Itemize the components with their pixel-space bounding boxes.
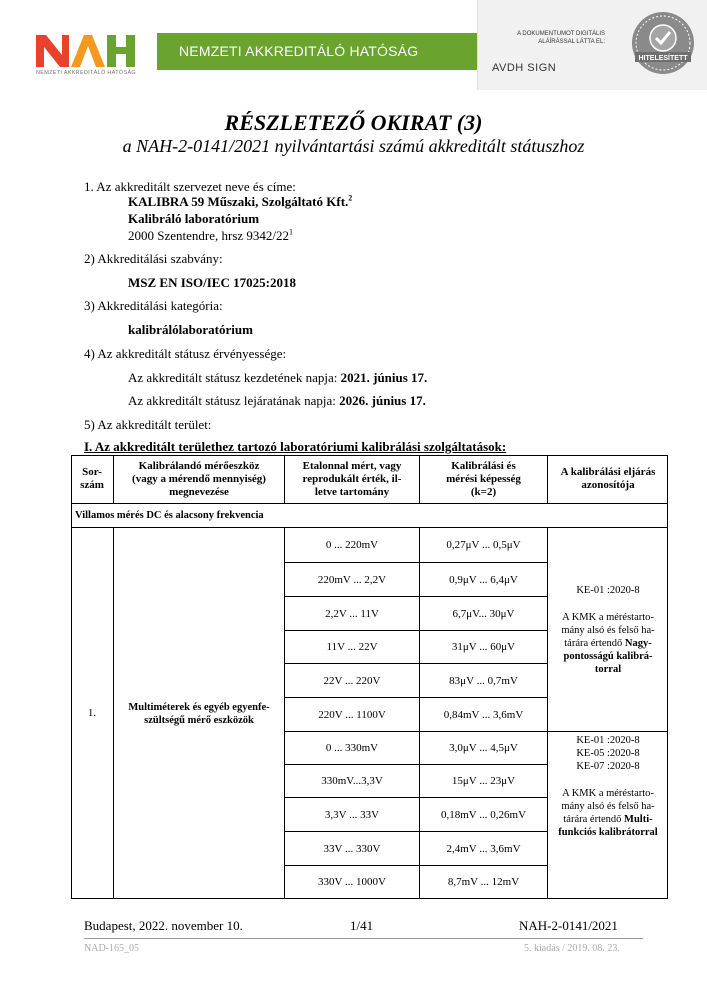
row-number: 1. <box>87 707 97 719</box>
lab-name: Kalibráló laboratórium <box>128 211 260 226</box>
cmc-cell: 3,0μV ... 4,5μV <box>449 742 518 754</box>
banner-title: NEMZETI AKKREDITÁLÓ HATÓSÁG <box>179 43 419 59</box>
footer-edition: 5. kiadás / 2019. 08. 23. <box>524 943 620 954</box>
section-3-label: 3) Akkreditálási kategória: <box>84 298 223 313</box>
org-name: KALIBRA 59 Műszaki, Szolgáltató Kft.$^2$ <box>128 193 353 209</box>
header-range: Etalonnal mért, vagy reprodukált érték, il- letve tartomány <box>302 459 402 498</box>
range-cell: 220mV ... 2,2V <box>317 573 387 586</box>
range-cell: 3,3V ... 33V <box>324 808 380 821</box>
document-subtitle: a NAH-2-0141/2021 nyilvántartási számú akkreditált státuszhoz <box>122 136 585 156</box>
range-cell: 220V ... 1100V <box>318 708 386 721</box>
validity-start: Az akkreditált státusz kezdetének napja: 2021. június 17. <box>128 370 428 385</box>
section-2-label: 2) Akkreditálási szabvány: <box>84 251 223 266</box>
range-cell: 33V ... 330V <box>323 842 381 855</box>
footer-rule <box>84 938 643 939</box>
cmc-cell: 8,7mV ... 12mV <box>447 876 520 888</box>
footer-doc-number: NAH-2-0141/2021 <box>519 918 618 933</box>
footer-form-code: NAD-165_05 <box>84 943 139 954</box>
footer-place-date: Budapest, 2022. november 10. <box>84 918 243 933</box>
procedure-1: KE-01 :2020-8 A KMK a méréstarto- mány alsó és felső ha- tárára értendő Nagy- pontosságú kalibrá- torral <box>561 584 655 675</box>
range-cell: 2,2V ... 11V <box>325 607 379 620</box>
range-cell: 0 ... 220mV <box>325 539 379 551</box>
document-title: RÉSZLETEZŐ OKIRAT (3) <box>224 110 483 135</box>
avdh-notice: A DOKUMENTUMOT DIGITÁLIS ALÁÍRÁSSAL LÁTTA EL: <box>517 31 605 45</box>
header-instrument: Kalibrálandó mérőeszköz (vagy a mérendő mennyiség) megnevezése <box>132 459 266 498</box>
calibration-table <box>71 455 668 899</box>
footer-page-number: 1/41 <box>350 918 374 933</box>
validity-end: Az akkreditált státusz lejáratának napja: 2026. június 17. <box>128 393 426 408</box>
cmc-cell: 15μV ... 23μV <box>451 775 516 787</box>
header-cmc: Kalibrálási és mérési képesség (k=2) <box>446 459 521 498</box>
header-banner <box>157 33 477 70</box>
cmc-cell: 6,7μV... 30μV <box>452 607 515 620</box>
range-cell: 330mV...3,3V <box>321 775 383 787</box>
section-1-label: 1. Az akkreditált szervezet neve és címe: <box>84 179 296 194</box>
standard-value: MSZ EN ISO/IEC 17025:2018 <box>128 275 296 290</box>
cmc-cell: 83μV ... 0,7mV <box>449 674 518 687</box>
header-procedure: A kalibrálási eljárás azonosítója <box>560 466 656 491</box>
range-cell: 11V ... 22V <box>326 641 378 653</box>
range-cell: 330V ... 1000V <box>318 876 386 888</box>
svg-text:HITELESÍTETT: HITELESÍTETT <box>638 55 688 62</box>
procedure-2: KE-01 :2020-8 KE-05 :2020-8 KE-07 :2020-8 A KMK a méréstarto- mány alsó és felső ha- tárára értendő Multi- funkciós kalibrátorral <box>558 735 658 838</box>
cmc-cell: 0,18mV ... 0,26mV <box>440 808 527 821</box>
cmc-cell: 0,9μV ... 6,4μV <box>449 573 518 586</box>
group-title: Villamos mérés DC és alacsony frekvencia <box>75 510 264 521</box>
cmc-cell: 2,4mV ... 3,6mV <box>446 842 521 855</box>
range-cell: 0 ... 330mV <box>325 742 379 754</box>
cmc-cell: 31μV ... 60μV <box>451 641 516 653</box>
category-value: kalibrálólaboratórium <box>128 322 253 337</box>
range-cell: 22V ... 220V <box>323 674 381 687</box>
header-sorszam: Sor- szám <box>80 466 104 491</box>
cmc-cell: 0,27μV ... 0,5μV <box>446 539 521 551</box>
section-I-heading: I. Az akkreditált területhez tartozó laboratóriumi kalibrálási szolgáltatások: <box>84 439 507 454</box>
org-address: 2000 Szentendre, hrsz $9342/22^1$ <box>128 227 294 243</box>
cmc-cell: 0,84mV ... 3,6mV <box>443 708 524 721</box>
logo-subtitle: NEMZETI AKKREDITÁLÓ HATÓSÁG <box>36 70 136 76</box>
authenticated-seal-icon <box>630 10 696 76</box>
avdh-label: AVDH SIGN <box>492 62 557 74</box>
section-5-label: 5) Az akkreditált terület: <box>84 417 212 432</box>
section-4-label: 4) Az akkreditált státusz érvényessége: <box>84 346 287 361</box>
instrument-name: Multiméterek és egyéb egyenfe- szültségű mérő eszközök <box>128 701 270 726</box>
